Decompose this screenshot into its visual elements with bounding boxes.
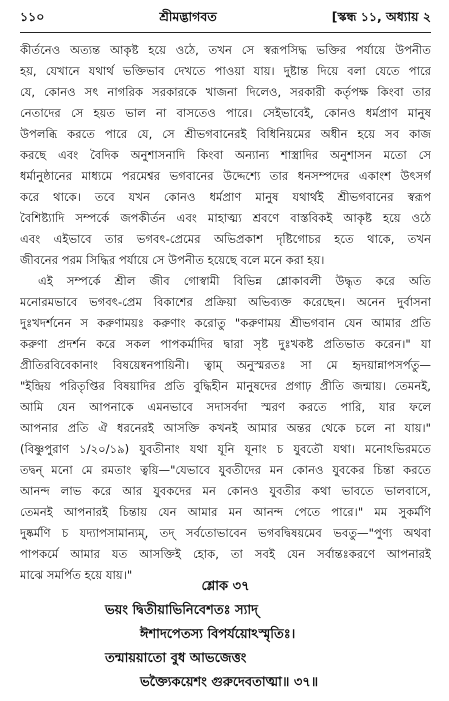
verse-title: শ্লোক ৩৭ [201,579,250,594]
body-text [20,40,431,586]
verse-block [20,575,431,695]
text-line: আমি যেন আপনাকে এমনভাবে সদাসর্বদা স্মরণ করতে পারি, যার ফলে [20,400,431,414]
verse-line: ভক্ত্যৈকয়েশং গুরুদেবতাত্মা॥ ৩৭॥ [140,675,319,690]
text-line: করছে এবং বৈদিক অনুশাসনাদি কিংবা অন্যান্য শাস্ত্রাদির অনুশাসন মতো সে [20,148,431,162]
text-line: মাঝে সমর্পিত হয়ে যায়।" [20,568,133,582]
section-label: [স্কন্ধ ১১, অধ্যায় ২ [331,9,431,24]
text-line: আনন্দ লাভ করে আর যুবকদের মন কোনও যুবতীর কথা ভাবতে ভালবাসে, [20,484,431,498]
text-line: আপনার প্রতি ঐ ধরনেরই আসক্তি কখনই আমার অন্তর থেকে চলে না যায়।" [20,421,431,435]
text-line: "ইন্দ্রিয় পরিতৃপ্তির বিষয়াদির প্রতি বুদ্ধিহীন মানুষদের প্রগাঢ় প্রীতি জন্মায়। তেমনই, [20,379,431,393]
text-line: করুণা প্রদর্শন করে সকল পাপকর্মাদির দ্বারা সৃষ্ট দুঃখকষ্ট প্রতিভাত করেন।" যা [20,337,431,351]
verse-line: ভয়ং দ্বিতীয়াভিনিবেশতঃ স্যাদ্ [105,603,259,618]
text-line: করে থাকে। তবে যখন কোনও ধর্মপ্রাণ মানুষ যথার্থই শ্রীভগবানের স্বরূপ [20,190,431,204]
text-line: উপলব্ধি করতে পারে যে, সে শ্রীভগবানেরই বিধিনিয়মের অধীন হয়ে সব কাজ [20,127,431,141]
text-line: ধর্মানুষ্ঠানের মাধ্যমে পরমেশ্বর ভগবানের উদ্দেশ্যে তার ধনসম্পদের একাংশ উৎসর্গ [20,169,431,183]
text-line: এই সম্পর্কে শ্রীল জীব গোস্বামী বিভিন্ন শ্লোকাবলী উদ্ধৃত করে অতি [38,274,431,288]
header-divider [20,32,431,33]
text-line: দুষ্কর্মণি চ যদ্যাপসামান্যম্, তদ্ সর্বতোভাবেন ভগবদ্বিষয়মেব ভবতু—"পুণ্য অথবা [20,526,431,540]
text-line: এবং এইভাবে তার ভগবৎ-প্রেমের অভিপ্রকাশ দৃষ্টিগোচর হতে থাকে, তখন [20,232,431,246]
text-line: তেমনই আপনারই চিন্তায় যেন আমার মন আনন্দ পেতে পারে।" মম সুকর্মণি [20,505,431,519]
page-number: ১১০ [20,9,45,24]
text-line: তদ্বন্ মনো মে রমতাং ত্বয়ি—"যেভাবে যুবতীদের মন কোনও যুবকের চিন্তা করতে [20,463,431,477]
text-line: নেতাদের সে হয়ত ভাল না বাসতেও পারে। সেইভাবেই, কোনও ধর্মপ্রাণ মানুষ [20,106,431,120]
text-line: জীবনের পরম সিদ্ধির পর্যায়ে সে উপনীত হয়েছে বলে মনে করা হয়। [20,253,325,267]
text-line: কীর্তনেও অত্যন্ত আকৃষ্ট হয়ে ওঠে, তখন সে স্বরূপসিদ্ধ ভক্তির পর্যায়ে উপনীত [20,43,431,57]
running-title: শ্রীমদ্ভাগবত [159,9,217,24]
text-line: হয়, যেখানে যথার্থ ভক্তিভাব দেখতে পাওয়া যায়। দুষ্টান্ত দিয়ে বলা যেতে পারে [20,64,431,78]
text-line: (বিষ্ণুপুরাণ ১/২০/১৯) যুবতীনাং যথা যূনি যূনাং চ যুবতৌ যথা। মনোঽভিরমতে [20,442,431,456]
text-line: বৈশিষ্ট্যাদি সম্পর্কে জপকীর্তন এবং মাহাত্ম্য শ্রবণে বাস্তবিকই আকৃষ্ট হয়ে ওঠে [20,211,431,225]
text-line: পাপকর্মে আমার যত আসক্তিই হোক, তা সবই যেন সর্বান্তঃকরণে আপনারই [20,547,431,561]
text-line: প্রীতিরবিবেকানাং বিষয়েষ্বনপায়িনী। ত্বাম্ অনুস্মরতঃ সা মে হৃদয়ান্নাপসর্পতু— [20,358,431,372]
verse-line: ঈশাদপেতস্য বিপর্যয়োঽস্মৃতিঃ। [140,627,296,642]
page-header [20,8,431,30]
text-line: দুঃখদর্শনেন স করুণাময়ঃ করুণাং করোতু "করুণাময় শ্রীভগবান যেন আমার প্রতি [20,316,431,330]
verse-line: তন্মায়য়াতো বুধ আভজেত্তং [105,651,247,666]
text-line: মনোরমভাবে ভগবৎ-প্রেম বিকাশের প্রক্রিয়া অভিব্যক্ত করেছেন। অনেন দুর্বাসনা [20,295,431,309]
text-line: যে, কোনও সৎ নাগরিক সরকারকে খাজনা দিলেও, সরকারী কর্তৃপক্ষ কিংবা তার [20,85,431,99]
